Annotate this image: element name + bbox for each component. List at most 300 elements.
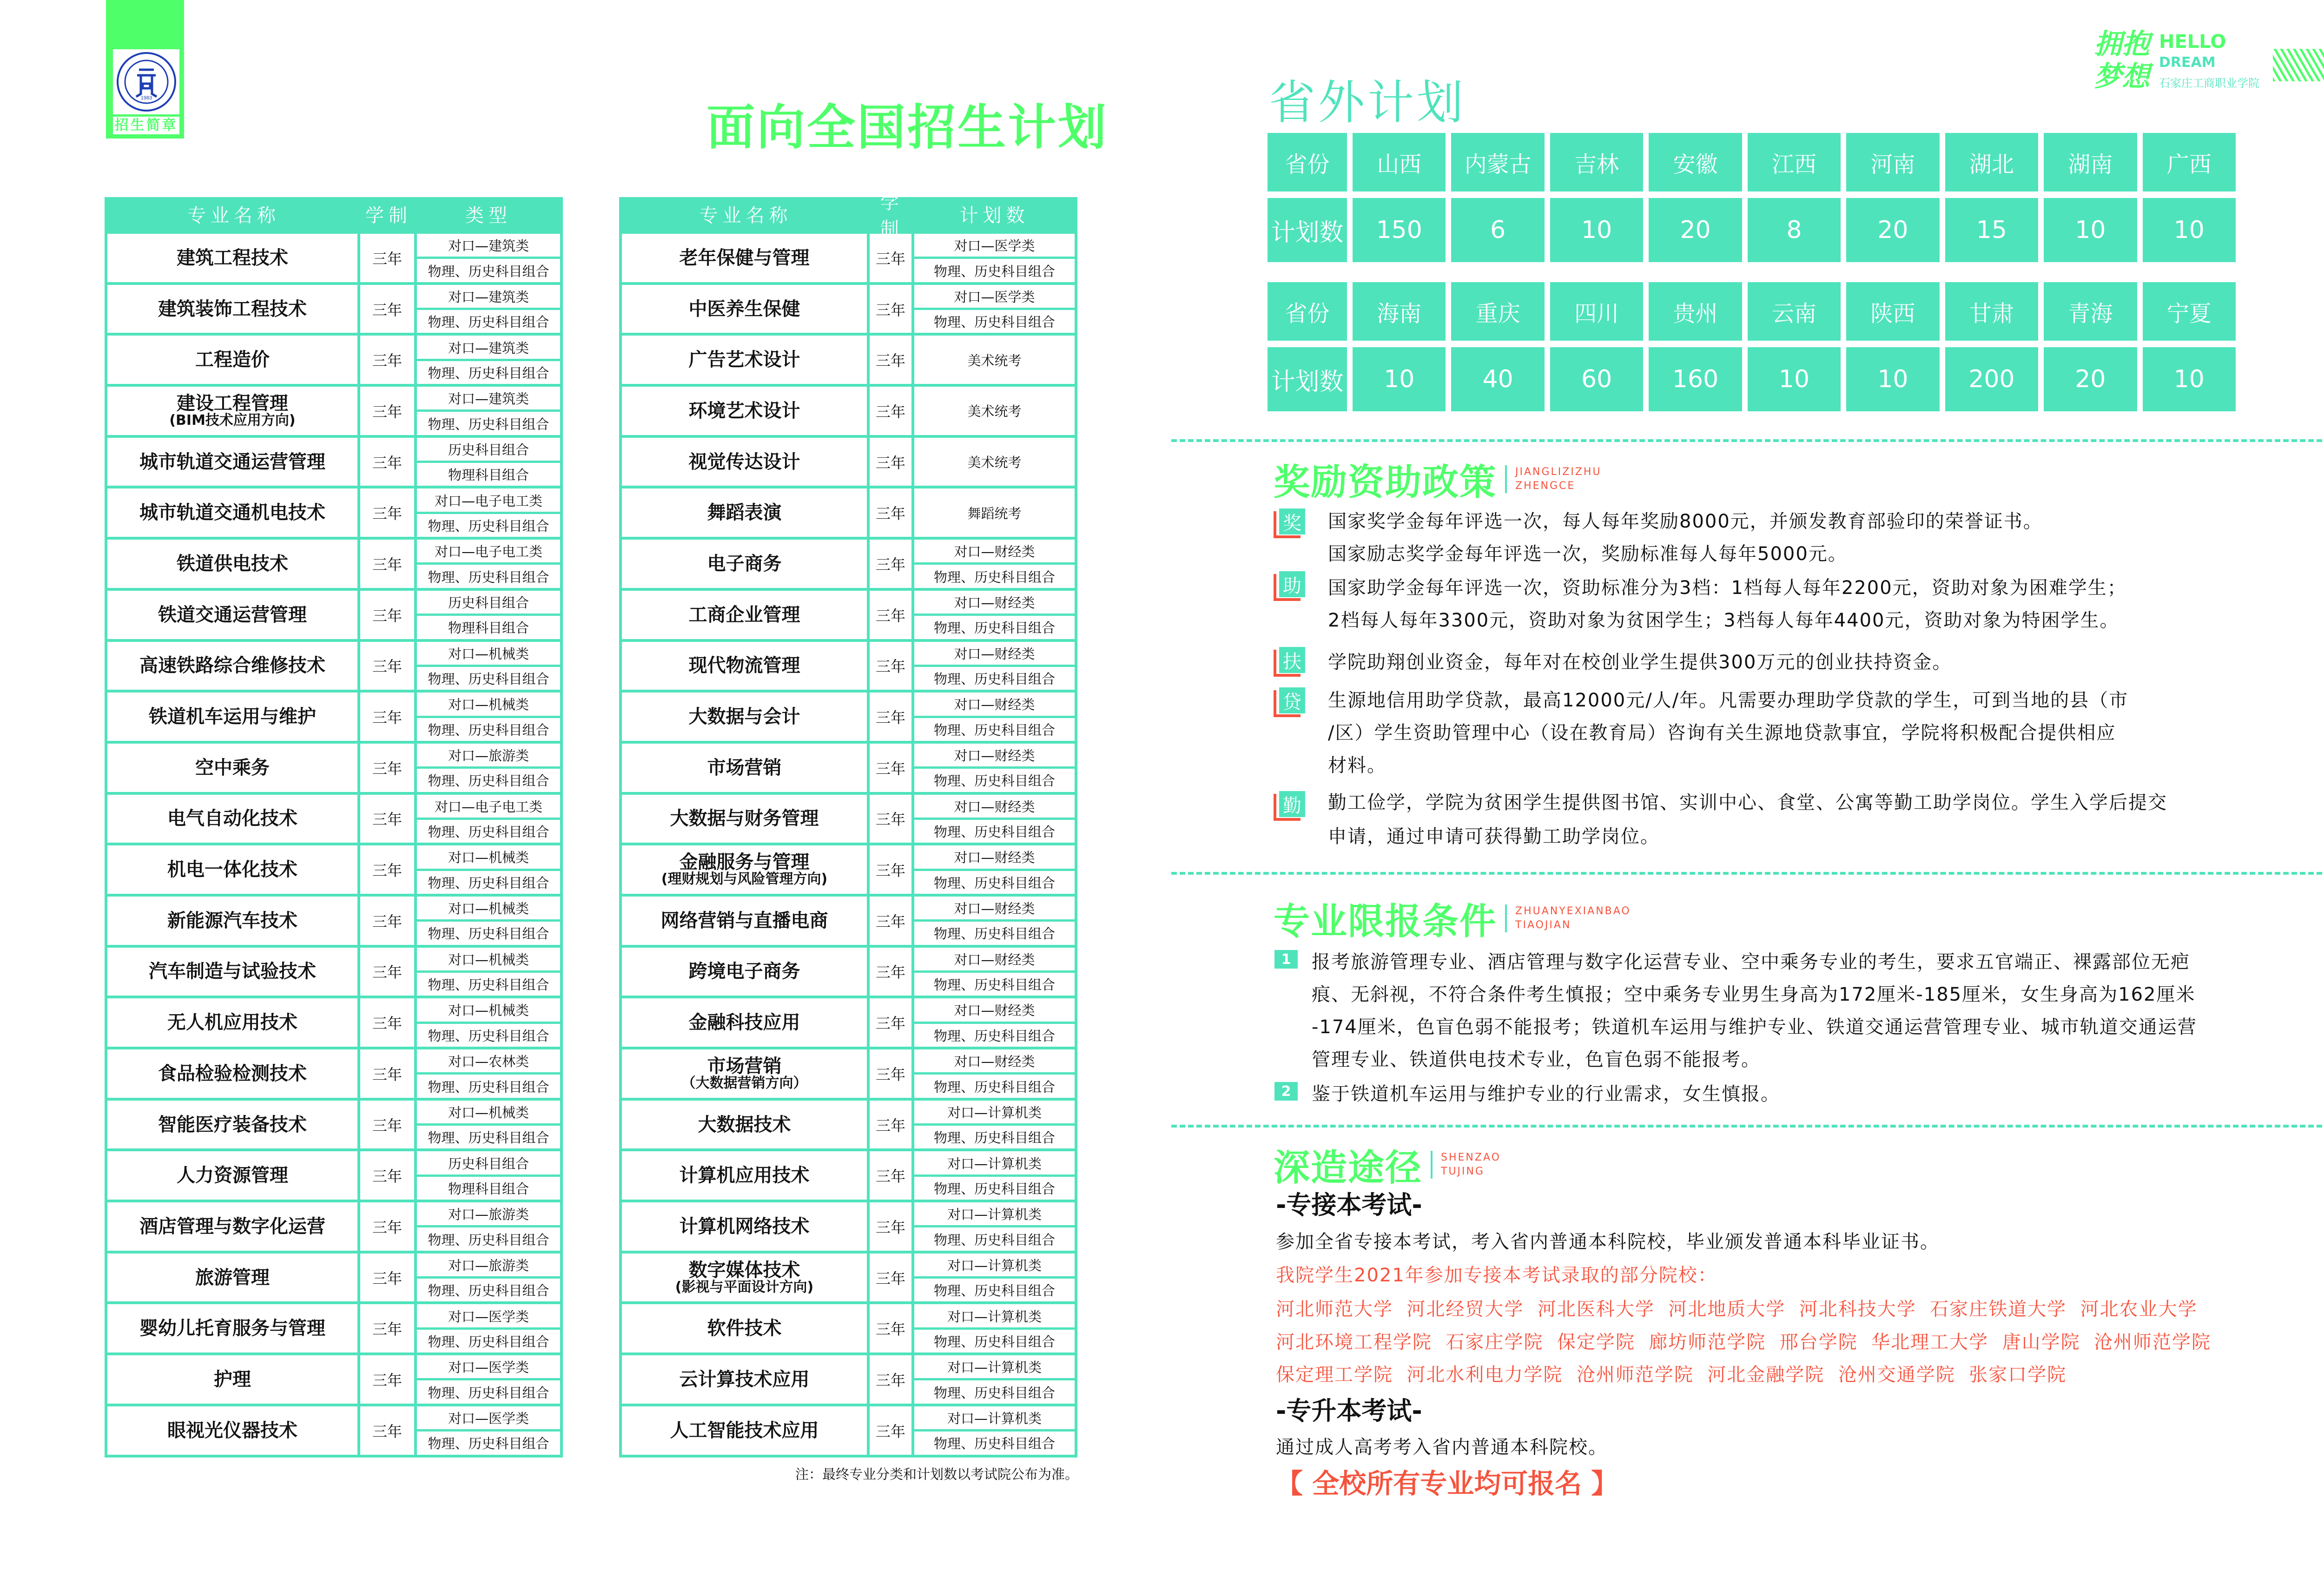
count-cell: 20 xyxy=(2044,347,2137,411)
table-row xyxy=(622,384,1075,435)
major-name: 金融服务与管理 xyxy=(679,851,810,873)
school-list-line: 河北师范大学 河北经贸大学 河北医科大学 河北地质大学 河北科技大学 石家庄铁道大学 河北农业大学 xyxy=(1276,1299,2198,1320)
exam-type: 物理科目组合 xyxy=(417,1174,560,1200)
major-name: 金融科技应用 xyxy=(688,1012,800,1034)
count-label-cell: 计划数 xyxy=(1268,347,1347,411)
table-row xyxy=(622,1098,1075,1149)
duration-cell: 三年 xyxy=(360,744,417,792)
major-name: 电子商务 xyxy=(707,553,782,574)
exam-type: 对口—医学类 xyxy=(954,238,1035,254)
exam-type: 对口—财经类 xyxy=(954,951,1035,968)
type-cell xyxy=(914,1355,1075,1404)
zjb-title: -专接本考试- xyxy=(1276,1190,1422,1220)
major-name-cell xyxy=(107,540,360,588)
major-name-cell xyxy=(107,693,360,741)
policy-badge xyxy=(1274,690,1301,717)
exam-type: 物理、历史科目组合 xyxy=(417,665,560,690)
exam-type: 对口—计算机类 xyxy=(947,1410,1042,1426)
count-cell: 150 xyxy=(1353,198,1446,262)
major-name-cell xyxy=(107,998,360,1047)
major-name-cell xyxy=(622,795,870,843)
table-header xyxy=(107,197,560,231)
major-name-cell xyxy=(107,1304,360,1352)
further-study-title: 深造途径 xyxy=(1274,1147,1423,1189)
duration-cell: 三年 xyxy=(360,387,417,435)
table-row xyxy=(107,639,560,690)
table-row xyxy=(622,333,1075,384)
major-direction: (理财规划与风险管理方向) xyxy=(661,871,828,888)
duration-cell: 三年 xyxy=(360,438,417,486)
province-cell: 内蒙古 xyxy=(1451,133,1544,191)
table-row xyxy=(107,945,560,996)
exam-type: 对口—医学类 xyxy=(954,289,1035,305)
exam-type: 历史科目组合 xyxy=(448,594,529,611)
major-name: 大数据与财务管理 xyxy=(670,808,819,830)
major-name-cell xyxy=(107,795,360,843)
major-name: 工商企业管理 xyxy=(688,604,800,626)
duration-cell: 三年 xyxy=(870,234,914,282)
exam-type: 对口—机械类 xyxy=(448,901,529,917)
exam-type: 对口—医学类 xyxy=(448,1410,529,1426)
college-seal-logo xyxy=(113,49,179,114)
major-name-cell xyxy=(107,897,360,945)
pinyin-line: ZHUANYEXIANBAO xyxy=(1515,905,1631,917)
table-row xyxy=(107,537,560,588)
duration-cell: 三年 xyxy=(870,285,914,333)
exam-type: 历史科目组合 xyxy=(448,1155,529,1172)
major-direction: （大数据营销方向） xyxy=(681,1075,807,1092)
restriction-number: 2 xyxy=(1274,1082,1298,1101)
exam-type: 物理、历史科目组合 xyxy=(914,613,1075,639)
school-list-line: 保定理工学院 河北水利电力学院 沧州师范学院 河北金融学院 沧州交通学院 张家口学院 xyxy=(1276,1364,2067,1385)
exam-type: 物理、历史科目组合 xyxy=(914,257,1075,282)
exam-type: 物理、历史科目组合 xyxy=(417,1327,560,1352)
major-name: 云计算技术应用 xyxy=(679,1368,810,1390)
table-row xyxy=(107,1148,560,1200)
policy-badge-icon: 扶 xyxy=(1279,647,1305,673)
major-name-cell xyxy=(622,948,870,996)
type-cell xyxy=(417,1202,560,1251)
duration-cell: 三年 xyxy=(870,540,914,588)
count-cell: 8 xyxy=(1748,198,1841,262)
province-cell: 吉林 xyxy=(1550,133,1643,191)
major-name-cell xyxy=(107,387,360,435)
duration-cell: 三年 xyxy=(360,1304,417,1352)
major-name: 旅游管理 xyxy=(195,1267,270,1288)
divider xyxy=(1171,872,2324,875)
exam-type: 物理、历史科目组合 xyxy=(417,1276,560,1301)
exam-type: 物理、历史科目组合 xyxy=(914,1174,1075,1200)
major-name-cell xyxy=(107,1406,360,1455)
divider xyxy=(1171,439,2324,442)
exam-type: 物理、历史科目组合 xyxy=(417,257,560,282)
major-name: 市场营销 xyxy=(707,1055,782,1077)
count-cell: 10 xyxy=(2143,347,2236,411)
major-name-cell xyxy=(622,693,870,741)
table-row xyxy=(107,435,560,486)
page-title: 面向全国招生计划 xyxy=(706,99,1109,156)
column-header: 学制 xyxy=(365,205,412,226)
table-row xyxy=(622,639,1075,690)
column-header: 学制 xyxy=(880,191,904,240)
exam-type: 物理、历史科目组合 xyxy=(417,308,560,333)
policy-badge xyxy=(1274,650,1301,677)
type-cell xyxy=(914,234,1075,282)
table-row xyxy=(622,1251,1075,1302)
type-cell xyxy=(417,438,560,486)
type-cell xyxy=(914,948,1075,996)
duration-cell: 三年 xyxy=(870,845,914,894)
major-name-cell xyxy=(107,845,360,894)
policy-title: 奖励资助政策 xyxy=(1274,462,1497,503)
exam-type: 对口—财经类 xyxy=(954,1003,1035,1019)
count-cell: 160 xyxy=(1649,347,1742,411)
exam-type: 对口—机械类 xyxy=(448,697,529,713)
type-cell xyxy=(417,845,560,894)
exam-type: 物理、历史科目组合 xyxy=(914,1276,1075,1301)
policy-text-line: /区）学生资助管理中心（设在教育局）咨询有关生源地贷款事宜，学院将积极配合提供相应 xyxy=(1328,722,2116,744)
major-name: 中医养生保健 xyxy=(688,298,800,320)
table-row xyxy=(622,741,1075,792)
province-cell: 江西 xyxy=(1748,133,1841,191)
major-name: 大数据与会计 xyxy=(688,706,800,728)
exam-type: 美术统考 xyxy=(967,352,1022,369)
major-name-cell xyxy=(622,1355,870,1404)
exam-type: 物理、历史科目组合 xyxy=(417,970,560,996)
major-direction: (BIM技术应用方向) xyxy=(169,412,296,429)
duration-cell: 三年 xyxy=(870,744,914,792)
zjb-text: 参加全省专接本考试，考入省内普通本科院校，毕业颁发普通本科毕业证书。 xyxy=(1276,1231,1940,1253)
major-name-cell xyxy=(107,336,360,384)
exam-type: 对口—旅游类 xyxy=(448,1207,529,1223)
major-name-cell xyxy=(622,845,870,894)
table-row xyxy=(107,741,560,792)
exam-type: 物理、历史科目组合 xyxy=(914,1123,1075,1148)
heading-bar xyxy=(1505,904,1507,932)
restrictions-pinyin xyxy=(1515,904,1631,932)
major-name: 数字媒体技术 xyxy=(688,1259,800,1281)
major-name-cell xyxy=(107,1101,360,1149)
type-cell xyxy=(914,488,1075,537)
exam-type: 对口—建筑类 xyxy=(448,340,529,356)
table-row xyxy=(107,1251,560,1302)
exam-type: 物理、历史科目组合 xyxy=(914,1429,1075,1454)
major-direction: (影视与平面设计方向) xyxy=(675,1279,814,1295)
type-cell xyxy=(914,591,1075,639)
exam-type: 对口—电子电工类 xyxy=(434,493,542,509)
table-row xyxy=(107,996,560,1047)
policy-text-line: 申请，通过申请可获得勤工助学岗位。 xyxy=(1328,826,1660,847)
exam-type: 对口—计算机类 xyxy=(947,1257,1042,1273)
duration-cell: 三年 xyxy=(870,387,914,435)
major-name-cell xyxy=(107,1049,360,1098)
table-row xyxy=(107,1352,560,1404)
school-list-line: 河北环境工程学院 石家庄学院 保定学院 廊坊师范学院 邢台学院 华北理工大学 唐山学院 沧州师范学院 xyxy=(1276,1332,2212,1353)
province-cell: 甘肃 xyxy=(1945,282,2038,341)
table-row xyxy=(107,282,560,333)
exam-type: 对口—医学类 xyxy=(448,1308,529,1325)
exam-type: 历史科目组合 xyxy=(448,442,529,458)
duration-cell: 三年 xyxy=(870,642,914,690)
type-cell xyxy=(914,285,1075,333)
pinyin-line: ZHENGCE xyxy=(1515,480,1576,492)
table-row xyxy=(622,1200,1075,1251)
type-cell xyxy=(914,1304,1075,1352)
major-name-cell xyxy=(622,540,870,588)
type-cell xyxy=(417,897,560,945)
restriction-number: 1 xyxy=(1274,950,1298,969)
exam-type: 对口—财经类 xyxy=(954,748,1035,764)
svg-text:1983: 1983 xyxy=(140,95,152,101)
duration-cell: 三年 xyxy=(870,998,914,1047)
duration-cell: 三年 xyxy=(360,998,417,1047)
major-name: 市场营销 xyxy=(707,757,782,778)
table-row xyxy=(622,231,1075,282)
major-name: 城市轨道交通机电技术 xyxy=(139,502,325,524)
table-row xyxy=(107,843,560,894)
type-cell xyxy=(417,540,560,588)
table-row xyxy=(107,1404,560,1455)
exam-type: 物理、历史科目组合 xyxy=(417,869,560,894)
duration-cell: 三年 xyxy=(870,1151,914,1200)
major-name: 护理 xyxy=(214,1368,251,1390)
table-row xyxy=(622,792,1075,843)
type-cell xyxy=(914,387,1075,435)
major-name: 空中乘务 xyxy=(195,757,270,778)
type-cell xyxy=(914,1101,1075,1149)
major-name: 建设工程管理 xyxy=(177,393,288,415)
table-row xyxy=(622,1301,1075,1352)
duration-cell: 三年 xyxy=(870,591,914,639)
exam-type: 物理、历史科目组合 xyxy=(417,1225,560,1250)
policy-text-line: 国家励志奖学金每年评选一次，奖励标准每人每年5000元。 xyxy=(1328,543,1848,565)
exam-type: 美术统考 xyxy=(967,403,1022,420)
type-cell xyxy=(914,845,1075,894)
duration-cell: 三年 xyxy=(360,897,417,945)
exam-type: 对口—财经类 xyxy=(954,850,1035,866)
province-label-cell: 省份 xyxy=(1268,133,1347,191)
major-name: 人工智能技术应用 xyxy=(670,1419,819,1441)
brochure-caption: 招生简章 xyxy=(113,117,179,134)
major-name: 婴幼儿托育服务与管理 xyxy=(139,1318,325,1339)
type-cell xyxy=(914,795,1075,843)
major-name: 广告艺术设计 xyxy=(688,349,800,371)
count-cell: 10 xyxy=(1550,198,1643,262)
count-cell: 40 xyxy=(1451,347,1544,411)
policy-text-line: 生源地信用助学贷款，最高12000元/人/年。凡需要办理助学贷款的学生，可到当地的县（市 xyxy=(1328,690,2129,711)
exam-type: 对口—机械类 xyxy=(448,850,529,866)
policy-text-line: 国家奖学金每年评选一次，每人每年奖励8000元，并颁发教育部验印的荣誉证书。 xyxy=(1328,511,2043,532)
major-name: 食品检验检测技术 xyxy=(158,1062,307,1084)
type-cell xyxy=(417,744,560,792)
major-name: 跨境电子商务 xyxy=(688,961,800,983)
policy-badge xyxy=(1274,511,1301,538)
type-cell xyxy=(417,488,560,537)
pinyin-line: JIANGLIZIZHU xyxy=(1515,466,1602,478)
major-name: 视觉传达设计 xyxy=(688,451,800,473)
major-name-cell xyxy=(107,1151,360,1200)
table-row xyxy=(107,1301,560,1352)
province-cell: 山西 xyxy=(1353,133,1446,191)
major-name: 人力资源管理 xyxy=(177,1165,288,1187)
exam-type: 对口—机械类 xyxy=(448,1104,529,1121)
count-cell: 10 xyxy=(2044,198,2137,262)
major-name-cell xyxy=(622,488,870,537)
type-cell xyxy=(417,234,560,282)
major-name-cell xyxy=(107,948,360,996)
duration-cell: 三年 xyxy=(360,591,417,639)
exam-type: 对口—机械类 xyxy=(448,1003,529,1019)
duration-cell: 三年 xyxy=(870,1202,914,1251)
restriction-text-line: 管理专业、铁道供电技术专业，色盲色弱不能报考。 xyxy=(1312,1049,1761,1070)
exam-type: 舞蹈统考 xyxy=(967,505,1022,521)
duration-cell: 三年 xyxy=(360,1406,417,1455)
type-cell xyxy=(417,1355,560,1404)
count-label-cell: 计划数 xyxy=(1268,198,1347,262)
exam-type: 物理、历史科目组合 xyxy=(914,716,1075,741)
duration-cell: 三年 xyxy=(870,336,914,384)
type-cell xyxy=(914,693,1075,741)
major-name-cell xyxy=(622,744,870,792)
type-cell xyxy=(417,795,560,843)
major-name: 老年保健与管理 xyxy=(679,247,810,269)
table-row xyxy=(107,486,560,537)
exam-type: 对口—农林类 xyxy=(448,1054,529,1070)
count-cell: 20 xyxy=(1846,198,1939,262)
type-cell xyxy=(417,693,560,741)
exam-type: 对口—电子电工类 xyxy=(434,798,542,815)
major-name-cell xyxy=(107,234,360,282)
type-cell xyxy=(914,1151,1075,1200)
duration-cell: 三年 xyxy=(870,1304,914,1352)
major-name-cell xyxy=(107,1202,360,1251)
exam-type: 对口—建筑类 xyxy=(448,238,529,254)
exam-type: 对口—计算机类 xyxy=(947,1155,1042,1172)
table-header xyxy=(622,191,1075,240)
exam-type: 物理、历史科目组合 xyxy=(914,869,1075,894)
major-name: 电气自动化技术 xyxy=(167,808,297,830)
type-cell xyxy=(914,540,1075,588)
duration-cell: 三年 xyxy=(870,1253,914,1302)
exam-type: 物理、历史科目组合 xyxy=(914,1072,1075,1097)
type-cell xyxy=(417,285,560,333)
major-name: 软件技术 xyxy=(707,1318,782,1339)
type-cell xyxy=(914,998,1075,1047)
major-name: 现代物流管理 xyxy=(688,655,800,677)
table-row xyxy=(107,1200,560,1251)
exam-type: 物理、历史科目组合 xyxy=(914,665,1075,690)
exam-type: 对口—机械类 xyxy=(448,646,529,662)
exam-type: 对口—计算机类 xyxy=(947,1308,1042,1325)
type-cell xyxy=(914,1406,1075,1455)
duration-cell: 三年 xyxy=(360,1101,417,1149)
policy-text-line: 材料。 xyxy=(1328,755,1386,776)
duration-cell: 三年 xyxy=(870,897,914,945)
hello-logo-cn: 拥抱梦想 xyxy=(2094,28,2150,93)
duration-cell: 三年 xyxy=(360,1049,417,1098)
policy-badge-icon: 助 xyxy=(1279,571,1305,597)
major-name-cell xyxy=(622,998,870,1047)
duration-cell: 三年 xyxy=(360,234,417,282)
table-row xyxy=(622,1047,1075,1098)
major-name: 无人机应用技术 xyxy=(167,1012,297,1034)
major-name-cell xyxy=(107,744,360,792)
duration-cell: 三年 xyxy=(360,845,417,894)
table-row xyxy=(622,537,1075,588)
table-row xyxy=(622,1352,1075,1404)
exam-type: 对口—计算机类 xyxy=(947,1207,1042,1223)
column-header: 计划数 xyxy=(959,205,1030,226)
major-name: 环境艺术设计 xyxy=(688,400,800,422)
pinyin-line: TIAOJIAN xyxy=(1515,919,1571,931)
count-cell: 15 xyxy=(1945,198,2038,262)
exam-type: 物理、历史科目组合 xyxy=(417,1429,560,1454)
policy-text-line: 国家助学金每年评选一次，资助标准分为3档：1档每人每年2200元，资助对象为困难学生； xyxy=(1328,577,2127,599)
duration-cell: 三年 xyxy=(870,488,914,537)
type-cell xyxy=(417,1406,560,1455)
exam-type: 物理、历史科目组合 xyxy=(417,409,560,435)
policy-text-line: 勤工俭学，学院为贫困学生提供图书馆、实训中心、食堂、公寓等勤工助学岗位。学生入学后提交 xyxy=(1328,792,2167,813)
duration-cell: 三年 xyxy=(870,693,914,741)
type-cell xyxy=(914,1049,1075,1098)
table-row xyxy=(107,384,560,435)
count-cell: 10 xyxy=(1353,347,1446,411)
divider xyxy=(1171,1125,2324,1128)
table-row xyxy=(107,894,560,945)
column-header: 专业名称 xyxy=(699,205,792,226)
policy-pinyin xyxy=(1515,465,1602,493)
footnote: 注：最终专业分类和计划数以考试院公布为准。 xyxy=(795,1466,1078,1482)
major-name: 计算机网络技术 xyxy=(679,1215,810,1237)
policy-badge-icon: 勤 xyxy=(1279,791,1305,817)
major-name-cell xyxy=(107,1355,360,1404)
type-cell xyxy=(914,642,1075,690)
major-name: 高速铁路综合维修技术 xyxy=(139,655,325,677)
stripes-decoration xyxy=(2273,49,2324,81)
pinyin-line: TUJING xyxy=(1441,1166,1485,1177)
count-cell: 20 xyxy=(1649,198,1742,262)
major-name-cell xyxy=(622,642,870,690)
exam-type: 物理、历史科目组合 xyxy=(914,562,1075,587)
zjb-admitted-label: 我院学生2021年参加专接本考试录取的部分院校： xyxy=(1276,1265,1717,1286)
exam-type: 对口—旅游类 xyxy=(448,748,529,764)
policy-badge xyxy=(1274,574,1301,601)
type-cell xyxy=(417,1253,560,1302)
major-name-cell xyxy=(622,285,870,333)
major-name: 酒店管理与数字化运营 xyxy=(139,1215,325,1237)
duration-cell: 三年 xyxy=(870,1355,914,1404)
major-name: 智能医疗装备技术 xyxy=(158,1114,307,1135)
all-majors-callout: 【 全校所有专业均可报名 】 xyxy=(1276,1468,1618,1499)
major-name-cell xyxy=(622,1304,870,1352)
province-cell: 云南 xyxy=(1748,282,1841,341)
type-cell xyxy=(914,744,1075,792)
restriction-text-line: 鉴于铁道机车运用与维护专业的行业需求，女生慎报。 xyxy=(1312,1083,1780,1105)
table-row xyxy=(107,792,560,843)
exam-type: 对口—计算机类 xyxy=(947,1359,1042,1376)
duration-cell: 三年 xyxy=(360,488,417,537)
province-grid-2 xyxy=(1268,282,2236,411)
exam-type: 物理、历史科目组合 xyxy=(914,818,1075,843)
count-cell: 6 xyxy=(1451,198,1544,262)
major-name: 大数据技术 xyxy=(698,1114,791,1135)
type-cell xyxy=(417,591,560,639)
duration-cell: 三年 xyxy=(360,642,417,690)
duration-cell: 三年 xyxy=(360,693,417,741)
heading-bar xyxy=(1505,465,1507,493)
duration-cell: 三年 xyxy=(870,438,914,486)
exam-type: 物理、历史科目组合 xyxy=(914,766,1075,792)
